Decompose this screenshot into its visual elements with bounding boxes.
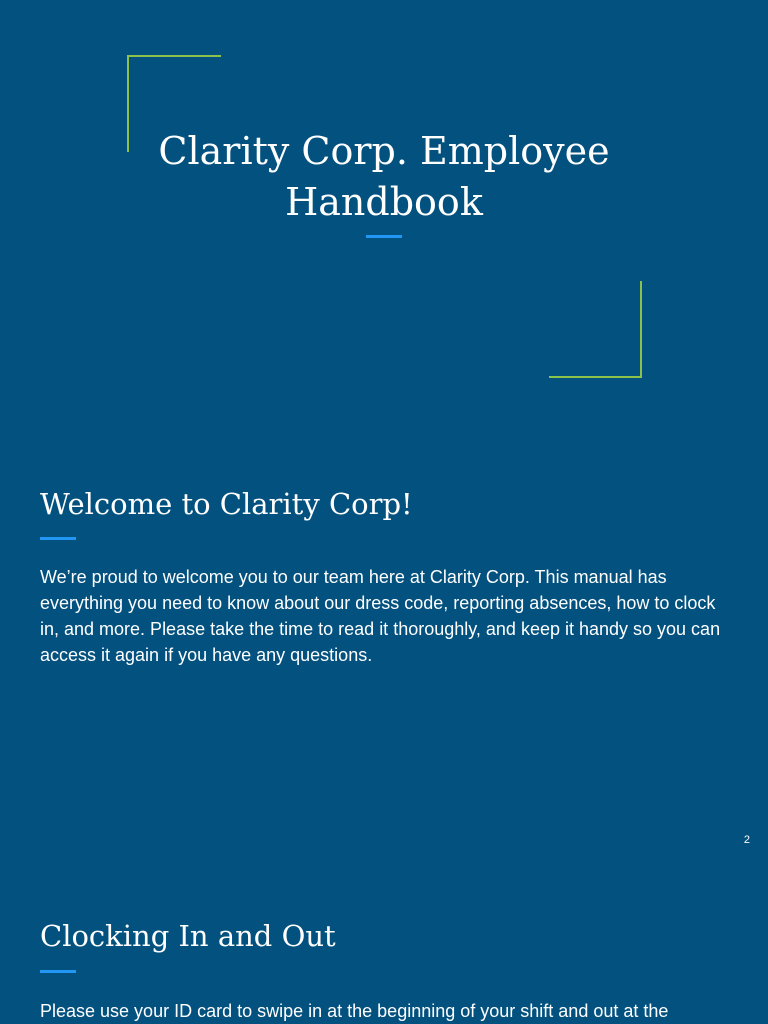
handbook-title: Clarity Corp. Employee Handbook [158, 129, 610, 224]
corner-bracket-bottom-right [549, 281, 642, 378]
clocking-slide [0, 868, 768, 1024]
clocking-accent-line [40, 970, 76, 973]
welcome-body-text: We’re proud to welcome you to our team here at Clarity Corp. This manual has everything you need to know about our dress code, reporting absences, how to clock in, and more. Please take the time to read it thoroughly, and keep it handy so you can access it again if you have any questions. [40, 567, 721, 665]
title-slide [0, 0, 768, 434]
page-number: 2 [743, 834, 750, 846]
clocking-body-text: Please use your ID card to swipe in at the beginning of your shift and out at the [40, 1001, 669, 1021]
welcome-accent-line [40, 537, 76, 540]
welcome-heading: Welcome to Clarity Corp! [40, 487, 413, 521]
title-accent-line [366, 235, 402, 238]
clocking-heading: Clocking In and Out [40, 919, 336, 953]
welcome-slide [0, 434, 768, 868]
